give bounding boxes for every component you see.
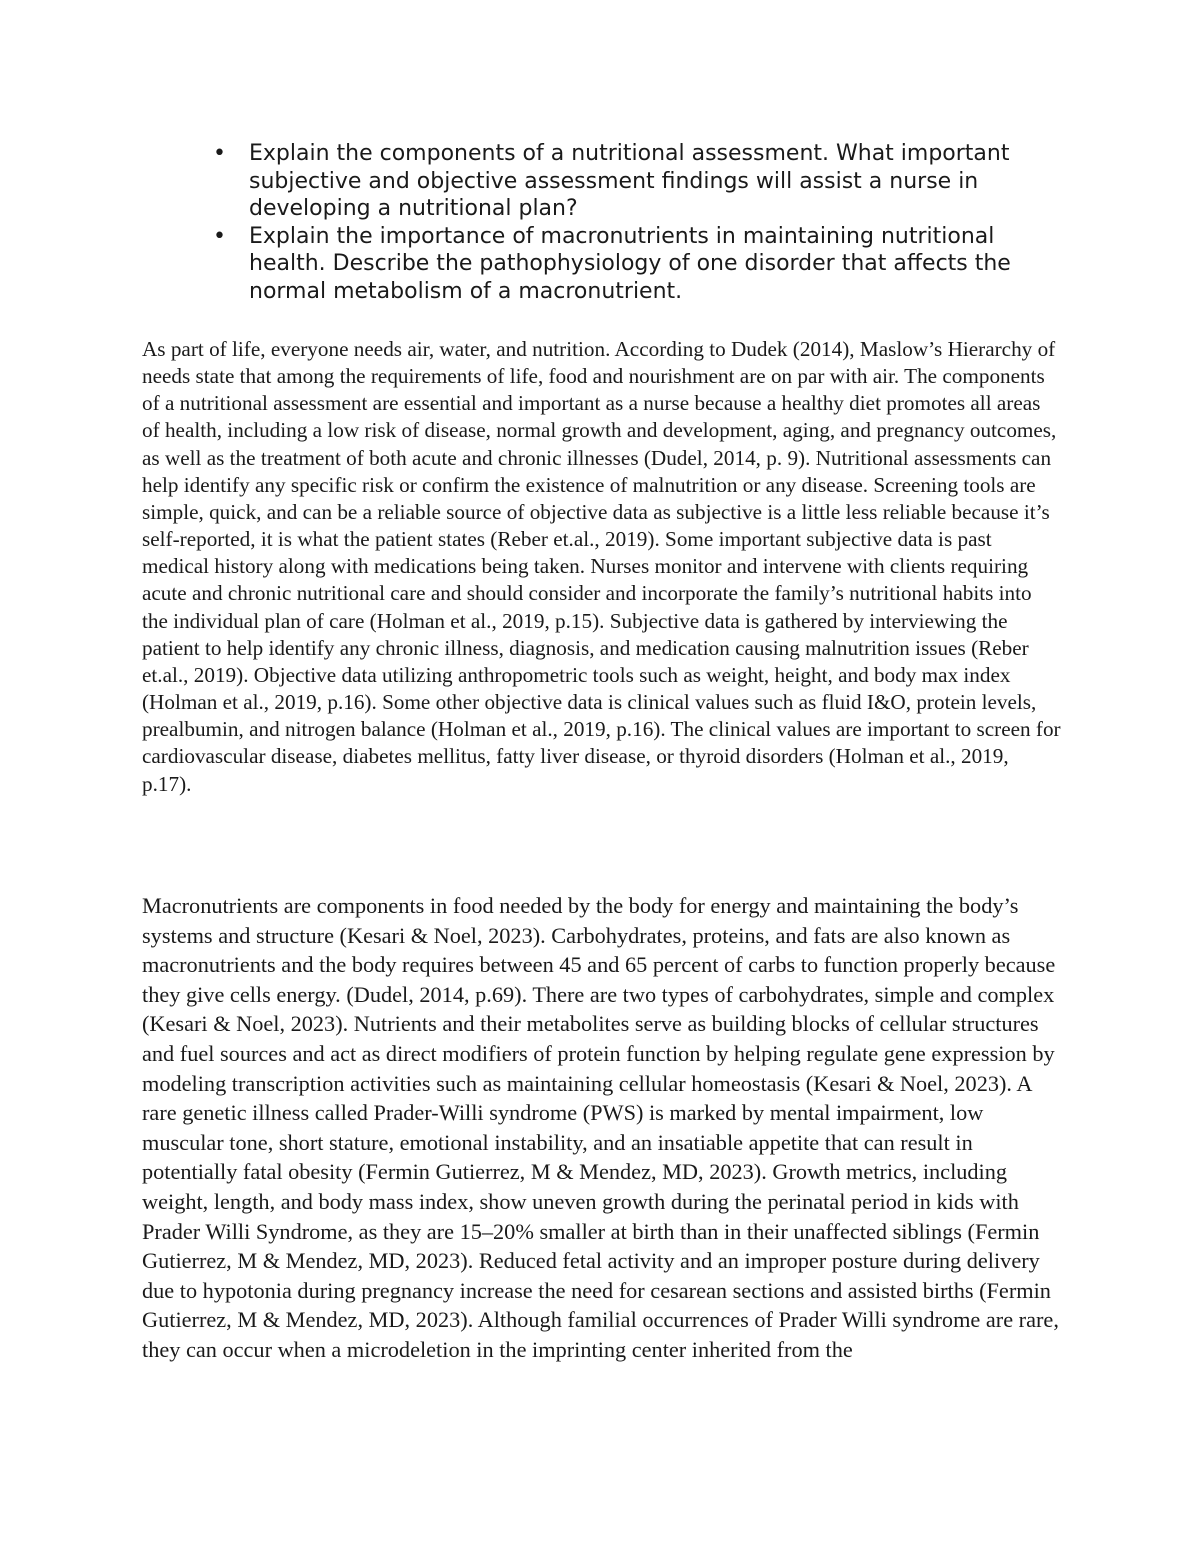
prompt-text: Explain the components of a nutritional assessment. What important subjective and objective assessment findings will assist a nurse in developing a nutritional plan? xyxy=(249,141,1010,221)
bullet-icon: • xyxy=(213,141,226,166)
bullet-icon: • xyxy=(213,223,226,249)
prompt-item-nutritional-assessment xyxy=(209,140,1069,223)
assignment-prompts xyxy=(209,140,1069,305)
body-paragraph-macronutrients: Macronutrients are components in food needed by the body for energy and maintaining the body’s systems and structure (Kesari & Noel, 2023). Carbohydrates, proteins, and fats are also known as macronutrients and the body requires between 45 and 65 percent of carbs to function properly because they give cells energy. (Dudel, 2014, p.69). There are two types of carbohydrates, simple and complex (Kesari & Noel, 2023). Nutrients and their metabolites serve as building blocks of cellular structures and fuel sources and act as direct modifiers of protein function by helping regulate gene expression by modeling transcription activities such as maintaining cellular homeostasis (Kesari & Noel, 2023). A rare genetic illness called Prader-Willi syndrome (PWS) is marked by mental impairment, low muscular tone, short stature, emotional instability, and an insatiable appetite that can result in potentially fatal obesity (Fermin Gutierrez, M & Mendez, MD, 2023). Growth metrics, including weight, length, and body mass index, show uneven growth during the perinatal period in kids with Prader Willi Syndrome, as they are 15–20% smaller at birth than in their unaffected siblings (Fermin Gutierrez, M & Mendez, MD, 2023). Reduced fetal activity and an improper posture during delivery due to hypotonia during pregnancy increase the need for cesarean sections and assisted births (Fermin Gutierrez, M & Mendez, MD, 2023). Although familial occurrences of Prader Willi syndrome are rare, they can occur when a microdeletion in the imprinting center inherited from the xyxy=(142,893,1059,1362)
prompt-item-macronutrients xyxy=(209,223,1069,306)
prompt-text: Explain the importance of macronutrients in maintaining nutritional health. Describe the pathophysiology of one disorder that affects the normal metabolism of a macronutrient. xyxy=(249,223,1011,304)
body-paragraph-nutritional-assessment: As part of life, everyone needs air, water, and nutrition. According to Dudek (2014), Maslow’s Hierarchy of needs state that among the requirements of life, food and nourishment are on par with air. The components of a nutritional assessment are essential and important as a nurse because a healthy diet promotes all areas of health, including a low risk of disease, normal growth and development, aging, and pregnancy outcomes, as well as the treatment of both acute and chronic illnesses (Dudel, 2014, p. 9). Nutritional assessments can help identify any specific risk or confirm the existence of malnutrition or any disease. Screening tools are simple, quick, and can be a reliable source of objective data as subjective is a little less reliable because it’s self-reported, it is what the patient states (Reber et.al., 2019). Some important subjective data is past medical history along with medications being taken. Nurses monitor and intervene with clients requiring acute and chronic nutritional care and should consider and incorporate the family’s nutritional habits into the individual plan of care (Holman et al., 2019, p.15). Subjective data is gathered by interviewing the patient to help identify any chronic illness, diagnosis, and medication causing malnutrition issues (Reber et.al., 2019). Objective data utilizing anthropometric tools such as weight, height, and body max index (Holman et al., 2019, p.16). Some other objective data is clinical values such as fluid I&O, protein levels, prealbumin, and nitrogen balance (Holman et al., 2019, p.16). The clinical values are important to screen for cardiovascular disease, diabetes mellitus, fatty liver disease, or thyroid disorders (Holman et al., 2019, p.17). xyxy=(142,337,1061,796)
